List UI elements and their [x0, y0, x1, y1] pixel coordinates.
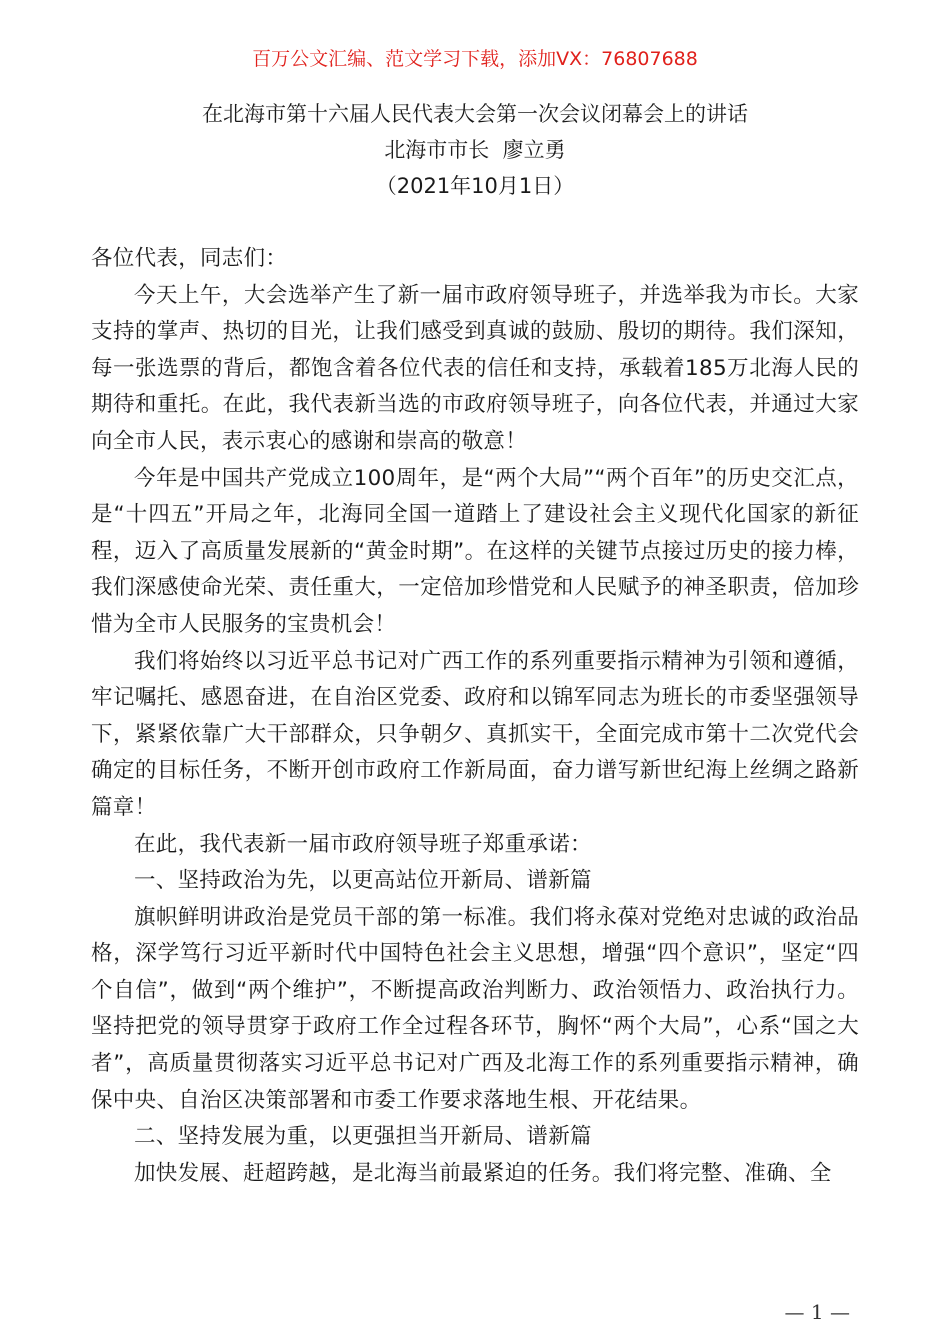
document-body	[91, 241, 859, 1192]
speaker-line: 北海市市长 廖立勇	[384, 138, 566, 162]
paragraph-3: 我们将始终以习近平总书记对广西工作的系列重要指示精神为引领和遵循，牢记嘱托、感恩奋进，在自治区党委、政府和以锦军同志为班长的市委坚强领导下，紧紧依靠广大干部群众，只争朝夕、真抓实干，全面完成市第十二次党代会确定的目标任务，不断开创市政府工作新局面，奋力谱写新世纪海上丝绸之路新篇章！	[91, 648, 859, 820]
speech-date: （2021年10月1日）	[375, 174, 575, 198]
paragraph-6: 加快发展、赶超跨越，是北海当前最紧迫的任务。我们将完整、准确、全	[134, 1160, 832, 1186]
watermark-banner: 百万公文汇编、范文学习下载，添加VX：76807688	[252, 48, 698, 70]
page-number: — 1 —	[784, 1300, 850, 1324]
paragraph-2: 今年是中国共产党成立100周年，是“两个大局”“两个百年”的历史交汇点，是“十四五”开局之年，北海同全国一道踏上了建设社会主义现代化国家的新征程，迈入了高质量发展新的“黄金时期”。在这样的关键节点接过历史的接力棒，我们深感使命光荣、责任重大，一定倍加珍惜党和人民赋予的神圣职责，倍加珍惜为全市人民服务的宝贵机会！	[91, 465, 859, 637]
document-title: 在北海市第十六届人民代表大会第一次会议闭幕会上的讲话	[202, 102, 748, 126]
paragraph-4: 在此，我代表新一届市政府领导班子郑重承诺：	[134, 831, 592, 857]
paragraph-1: 今天上午，大会选举产生了新一届市政府领导班子，并选举我为市长。大家支持的掌声、热切的目光，让我们感受到真诚的鼓励、殷切的期待。我们深知，每一张选票的背后，都饱含着各位代表的信任和支持，承载着185万北海人民的期待和重托。在此，我代表新当选的市政府领导班子，向各位代表，并通过大家向全市人民，表示衷心的感谢和崇高的敬意！	[91, 282, 859, 454]
document-header	[0, 96, 950, 204]
section-heading-2: 二、坚持发展为重，以更强担当开新局、谱新篇	[134, 1124, 592, 1150]
salutation: 各位代表，同志们：	[91, 246, 288, 271]
section-heading-1: 一、坚持政治为先，以更高站位开新局、谱新篇	[134, 868, 592, 894]
paragraph-5: 旗帜鲜明讲政治是党员干部的第一标准。我们将永葆对党绝对忠诚的政治品格，深学笃行习近平新时代中国特色社会主义思想，增强“四个意识”，坚定“四个自信”，做到“两个维护”，不断提高政治判断力、政治领悟力、政治执行力。坚持把党的领导贯穿于政府工作全过程各环节，胸怀“两个大局”，心系“国之大者”，高质量贯彻落实习近平总书记对广西及北海工作的系列重要指示精神，确保中央、自治区决策部署和市委工作要求落地生根、开花结果。	[91, 904, 859, 1113]
